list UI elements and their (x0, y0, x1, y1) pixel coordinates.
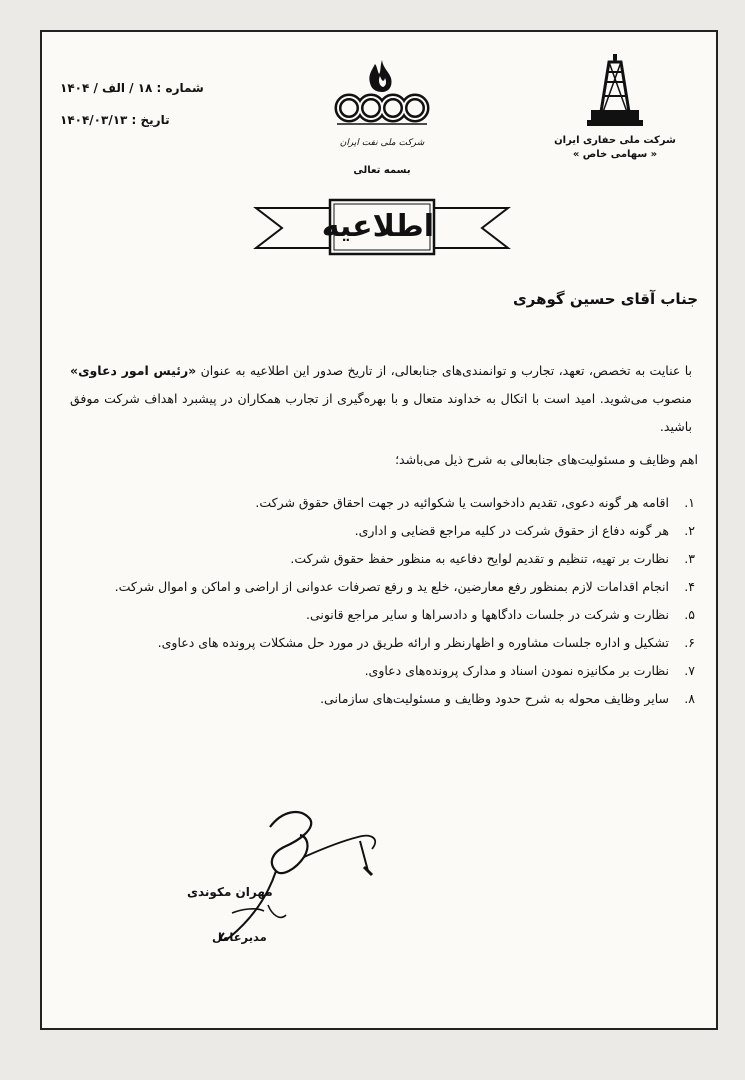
date-value: ۱۴۰۴/۰۳/۱۳ (60, 113, 128, 127)
announcement-banner (252, 194, 512, 260)
besmeh: بسمه تعالی (353, 165, 411, 176)
duty-item (70, 630, 695, 656)
signatory-title: مدیرعامل (212, 930, 267, 944)
duty-text: تشکیل و اداره جلسات مشاوره و اظهارنظر و ارائه طریق در مورد حل مشکلات پرونده های دعاوی. (157, 635, 669, 650)
duty-number: ۶. (684, 635, 695, 650)
nioc-caption: شرکت ملی نفت ایران (339, 138, 425, 148)
duty-number: ۳. (684, 551, 695, 566)
duties-intro: اهم وظایف و مسئولیت‌های جنابعالی به شرح ذیل می‌باشد؛ (395, 452, 698, 467)
duties-list (70, 490, 695, 714)
duty-text: اقامه هر گونه دعوی، تقدیم دادخواست یا شکوائیه در جهت احقاق حقوق شرکت. (255, 495, 669, 510)
company-name: شرکت ملی حفاری ایران (554, 135, 676, 146)
banner-title: اطلاعیه (321, 209, 434, 244)
duty-number: ۷. (684, 663, 695, 678)
letter-meta (60, 72, 260, 136)
handwritten-signature-icon (172, 797, 392, 947)
duty-text: نظارت بر تهیه، تنظیم و تقدیم لوایح دفاعیه به منظور حفظ حقوق شرکت. (290, 551, 669, 566)
duty-text: هر گونه دفاع از حقوق شرکت در کلیه مراجع قضایی و اداری. (354, 523, 669, 538)
letter-sheet (40, 30, 718, 1030)
duty-item (70, 602, 695, 628)
duty-text: انجام اقدامات لازم بمنظور رفع معارضین، خلع ید و رفع تصرفات عدوانی از اراضی و اماکن و اموال شرکت. (114, 579, 669, 594)
signature-block (172, 797, 392, 947)
duty-text: نظارت بر مکانیزه نمودن اسناد و مدارک پرونده‌های دعاوی. (364, 663, 669, 678)
body-text-after: منصوب می‌شوید. امید است با اتکال به خداوند متعال و با بهره‌گیری از تجارب همکاران در پیشبرد اهداف شرکت موفق باشید. (70, 391, 692, 434)
duty-number: ۵. (684, 607, 695, 622)
duty-number: ۸. (684, 691, 695, 706)
body-paragraph (70, 357, 692, 441)
duty-item (70, 658, 695, 684)
duty-number: ۱. (684, 495, 695, 510)
duty-number: ۴. (684, 579, 695, 594)
letter-date (60, 104, 260, 136)
nidc-logo (530, 52, 700, 162)
number-label: شماره : (156, 81, 204, 95)
duty-item (70, 574, 695, 600)
duty-number: ۲. (684, 523, 695, 538)
date-label: تاریخ : (131, 113, 170, 127)
number-value: ۱۸ / الف / ۱۴۰۴ (60, 81, 153, 95)
letter-number (60, 72, 260, 104)
nioc-logo (322, 54, 442, 148)
duty-item (70, 546, 695, 572)
addressee: جناب آقای حسین گوهری (513, 290, 698, 308)
body-text-before: با عنایت به تخصص، تعهد، تجارب و توانمندی‌های جنابعالی، از تاریخ صدور این اطلاعیه به عنوان (196, 363, 692, 378)
duty-item (70, 518, 695, 544)
nioc-flame-emblem-icon (327, 54, 437, 136)
letter-body (70, 357, 692, 441)
duty-item (70, 490, 695, 516)
position-title: «رئیس امور دعاوی» (70, 363, 197, 378)
drilling-rig-icon (585, 52, 645, 130)
company-type: « سهامی خاص » (572, 149, 658, 160)
duty-text: نظارت و شرکت در جلسات دادگاهها و دادسراها و سایر مراجع قانونی. (305, 607, 669, 622)
duty-text: سایر وظایف محوله به شرح حدود وظایف و مسئولیت‌های سازمانی. (320, 691, 669, 706)
signatory-name: مهران مکوندی (187, 885, 273, 899)
duty-item (70, 686, 695, 712)
